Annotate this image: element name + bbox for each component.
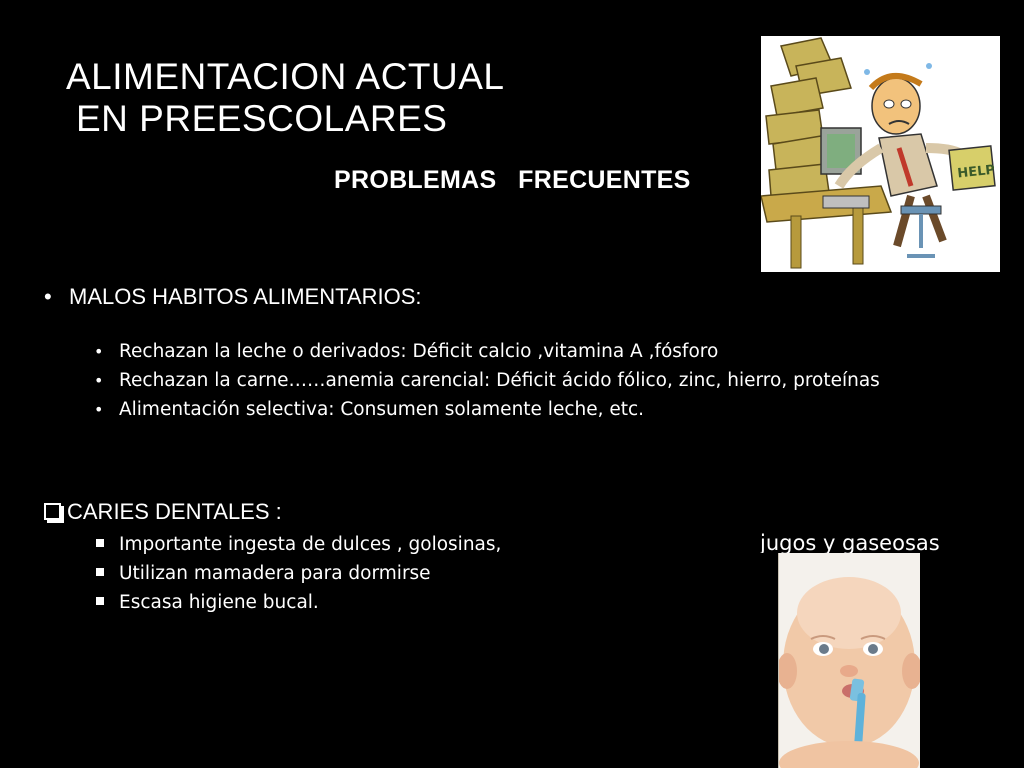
list-item (92, 559, 501, 588)
list-item-text: Utilizan mamadera para dormirse (119, 563, 431, 584)
section-heading-habitos: MALOS HABITOS ALIMENTARIOS: (69, 284, 422, 309)
trailing-text-jugos: jugos y gaseosas (760, 531, 940, 553)
list-item (92, 530, 501, 559)
square-bullet-icon (96, 568, 104, 576)
list-item (92, 395, 880, 424)
slide-subtitle: PROBLEMAS FRECUENTES (334, 166, 691, 194)
list-item-text: Rechazan la carne……anemia carencial: Déficit ácido fólico, zinc, hierro, proteínas (119, 370, 880, 391)
square-bullet-icon (96, 539, 104, 547)
list-item-text: Escasa higiene bucal. (119, 592, 319, 613)
bullet-dot-icon: • (94, 342, 104, 361)
bullet-dot-icon: • (94, 371, 104, 390)
checkbox-bullet-icon (44, 503, 61, 520)
section-caries (44, 499, 282, 525)
section-heading-caries: CARIES DENTALES : (67, 499, 282, 524)
list-item-text: Alimentación selectiva: Consumen solamente leche, etc. (119, 399, 645, 420)
bullet-marker: • (44, 284, 52, 309)
list-item (92, 337, 880, 366)
svg-text:HELP: HELP (956, 162, 996, 182)
office-worker-clipart (761, 36, 1000, 272)
baby-illustration (779, 553, 920, 768)
section-malos-habitos (44, 284, 422, 310)
title-line-2: EN PREESCOLARES (76, 98, 448, 139)
bullet-dot-icon: • (94, 400, 104, 419)
square-bullet-icon (96, 597, 104, 605)
slide-title (66, 56, 505, 140)
baby-toothbrush-photo (778, 553, 920, 768)
habitos-list (92, 337, 880, 424)
list-item-text: Importante ingesta de dulces , golosinas, (119, 534, 502, 555)
list-item-text: Rechazan la leche o derivados: Déficit calcio ,vitamina A ,fósforo (119, 341, 719, 362)
title-line-1: ALIMENTACION ACTUAL (66, 56, 505, 97)
list-item (92, 588, 501, 617)
list-item (92, 366, 880, 395)
office-worker-illustration (761, 36, 1000, 272)
caries-list (92, 530, 501, 617)
